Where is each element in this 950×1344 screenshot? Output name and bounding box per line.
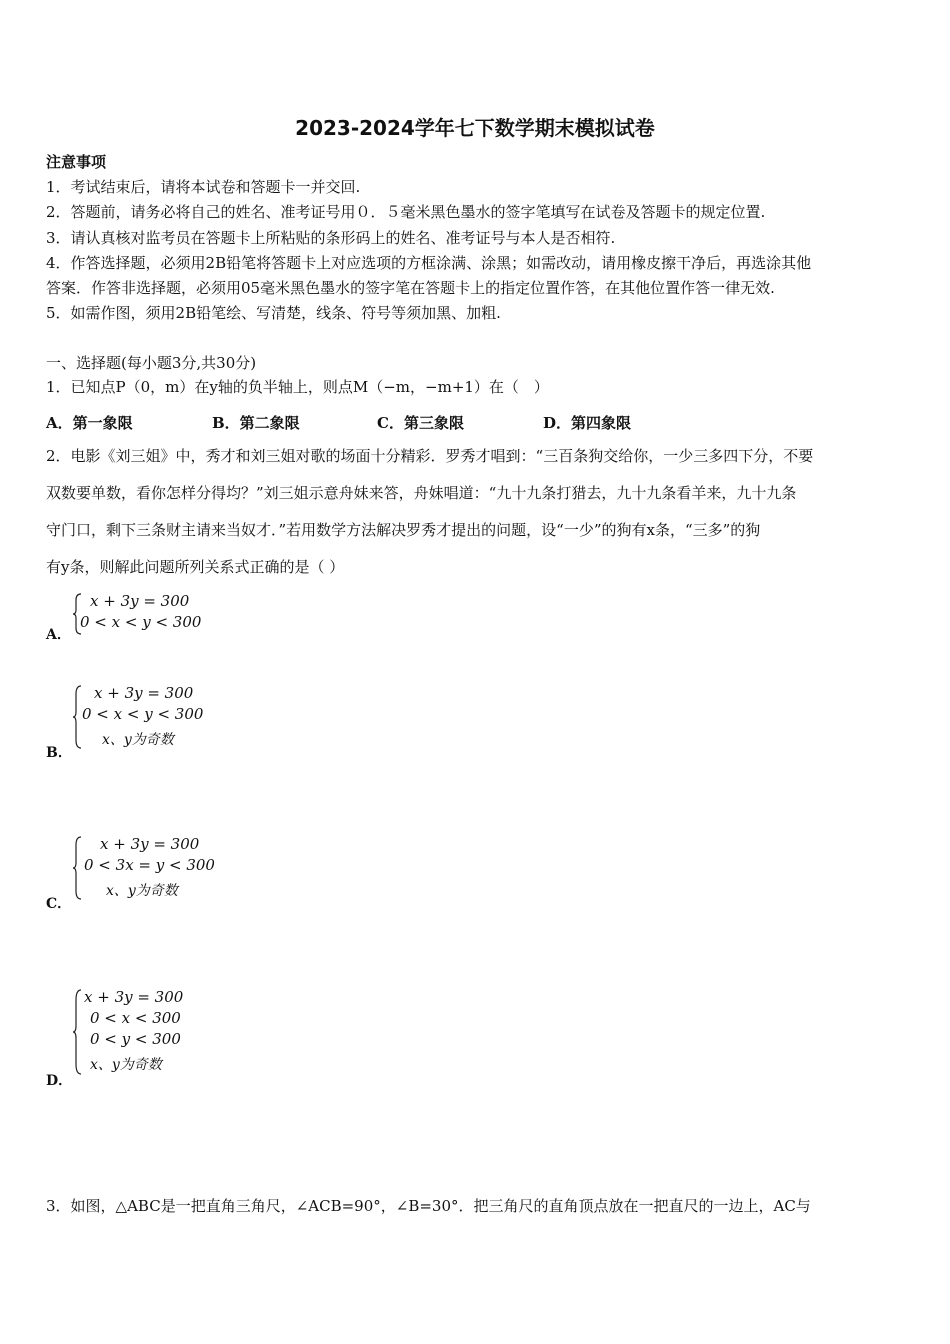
- section-heading: 一、选择题(每小题3分,共30分): [46, 354, 257, 372]
- q2-option-d-label: D．: [46, 1073, 73, 1089]
- equation-line: 0 < y < 300: [90, 1030, 181, 1048]
- question-3-text: 3．如图，△ABC是一把直角三角尺，∠ACB=90°，∠B=30°．把三角尺的直角顶点放在一把直尺的一边上，AC与: [46, 1197, 811, 1215]
- notice-item: 3．请认真核对监考员在答题卡上所粘贴的条形码上的姓名、准考证号与本人是否相符.: [46, 229, 616, 247]
- equation-line: 0 < x < y < 300: [80, 613, 202, 631]
- notice-item: 2．答题前，请务必将自己的姓名、准考证号用０．５毫米黑色墨水的签字笔填写在试卷及答题卡的规定位置.: [46, 203, 766, 221]
- equation-line: 0 < x < y < 300: [82, 705, 204, 723]
- equation-line: x + 3y = 300: [84, 988, 184, 1006]
- q1-option-c: C．第三象限: [377, 414, 464, 432]
- question-2-line: 有y条，则解此问题所列关系式正确的是（ ）: [46, 558, 345, 576]
- q2-option-a-system: [72, 592, 252, 636]
- notice-item: 5．如需作图，须用2B铅笔绘、写清楚，线条、符号等须加黑、加粗.: [46, 304, 501, 322]
- equation-line: x + 3y = 300: [100, 835, 200, 853]
- question-2-line: 2．电影《刘三姐》中，秀才和刘三姐对歌的场面十分精彩．罗秀才唱到：“三百条狗交给你，一少三多四下分，不要: [46, 447, 814, 465]
- q2-option-d-system: [72, 988, 252, 1076]
- q1-option-b: B．第二象限: [212, 414, 300, 432]
- brace-icon: [72, 684, 82, 750]
- equation-line: 0 < x < 300: [90, 1009, 181, 1027]
- q1-option-d: D．第四象限: [543, 414, 632, 432]
- equation-line: x、y为奇数: [106, 883, 178, 899]
- brace-icon: [72, 835, 82, 901]
- brace-icon: [72, 988, 82, 1076]
- equation-line: 0 < 3x = y < 300: [84, 856, 215, 874]
- question-1-text: 1．已知点P（0，m）在y轴的负半轴上，则点M（−m，−m+1）在（ ）: [46, 378, 549, 396]
- q2-option-c-system: [72, 835, 262, 901]
- equation-line: x + 3y = 300: [90, 592, 190, 610]
- q2-option-c-label: C．: [46, 896, 72, 912]
- q2-option-a-label: A．: [46, 627, 71, 643]
- equation-line: x、y为奇数: [90, 1057, 162, 1073]
- question-2-line: 双数要单数，看你怎样分得均？”刘三姐示意舟妹来答，舟妹唱道：“九十九条打猎去，九十九条看羊来，九十九条: [46, 484, 797, 502]
- notice-item: 1．考试结束后，请将本试卷和答题卡一并交回.: [46, 178, 361, 196]
- page-title: 2023-2024学年七下数学期末模拟试卷: [295, 116, 655, 140]
- q2-option-b-label: B．: [46, 745, 72, 761]
- notice-item: 4．作答选择题，必须用2B铅笔将答题卡上对应选项的方框涂满、涂黑；如需改动，请用橡皮擦干净后，再选涂其他: [46, 254, 812, 272]
- q2-option-b-system: [72, 684, 252, 750]
- equation-line: x + 3y = 300: [94, 684, 194, 702]
- notice-item: 答案．作答非选择题，必须用05毫米黑色墨水的签字笔在答题卡上的指定位置作答，在其他位置作答一律无效.: [46, 279, 775, 297]
- question-2-line: 守门口，剩下三条财主请来当奴才．”若用数学方法解决罗秀才提出的问题，设“一少”的狗有x条，“三多”的狗: [46, 521, 761, 539]
- q1-option-a: A．第一象限: [46, 414, 133, 432]
- notice-heading: 注意事项: [46, 153, 107, 171]
- equation-line: x、y为奇数: [102, 732, 174, 748]
